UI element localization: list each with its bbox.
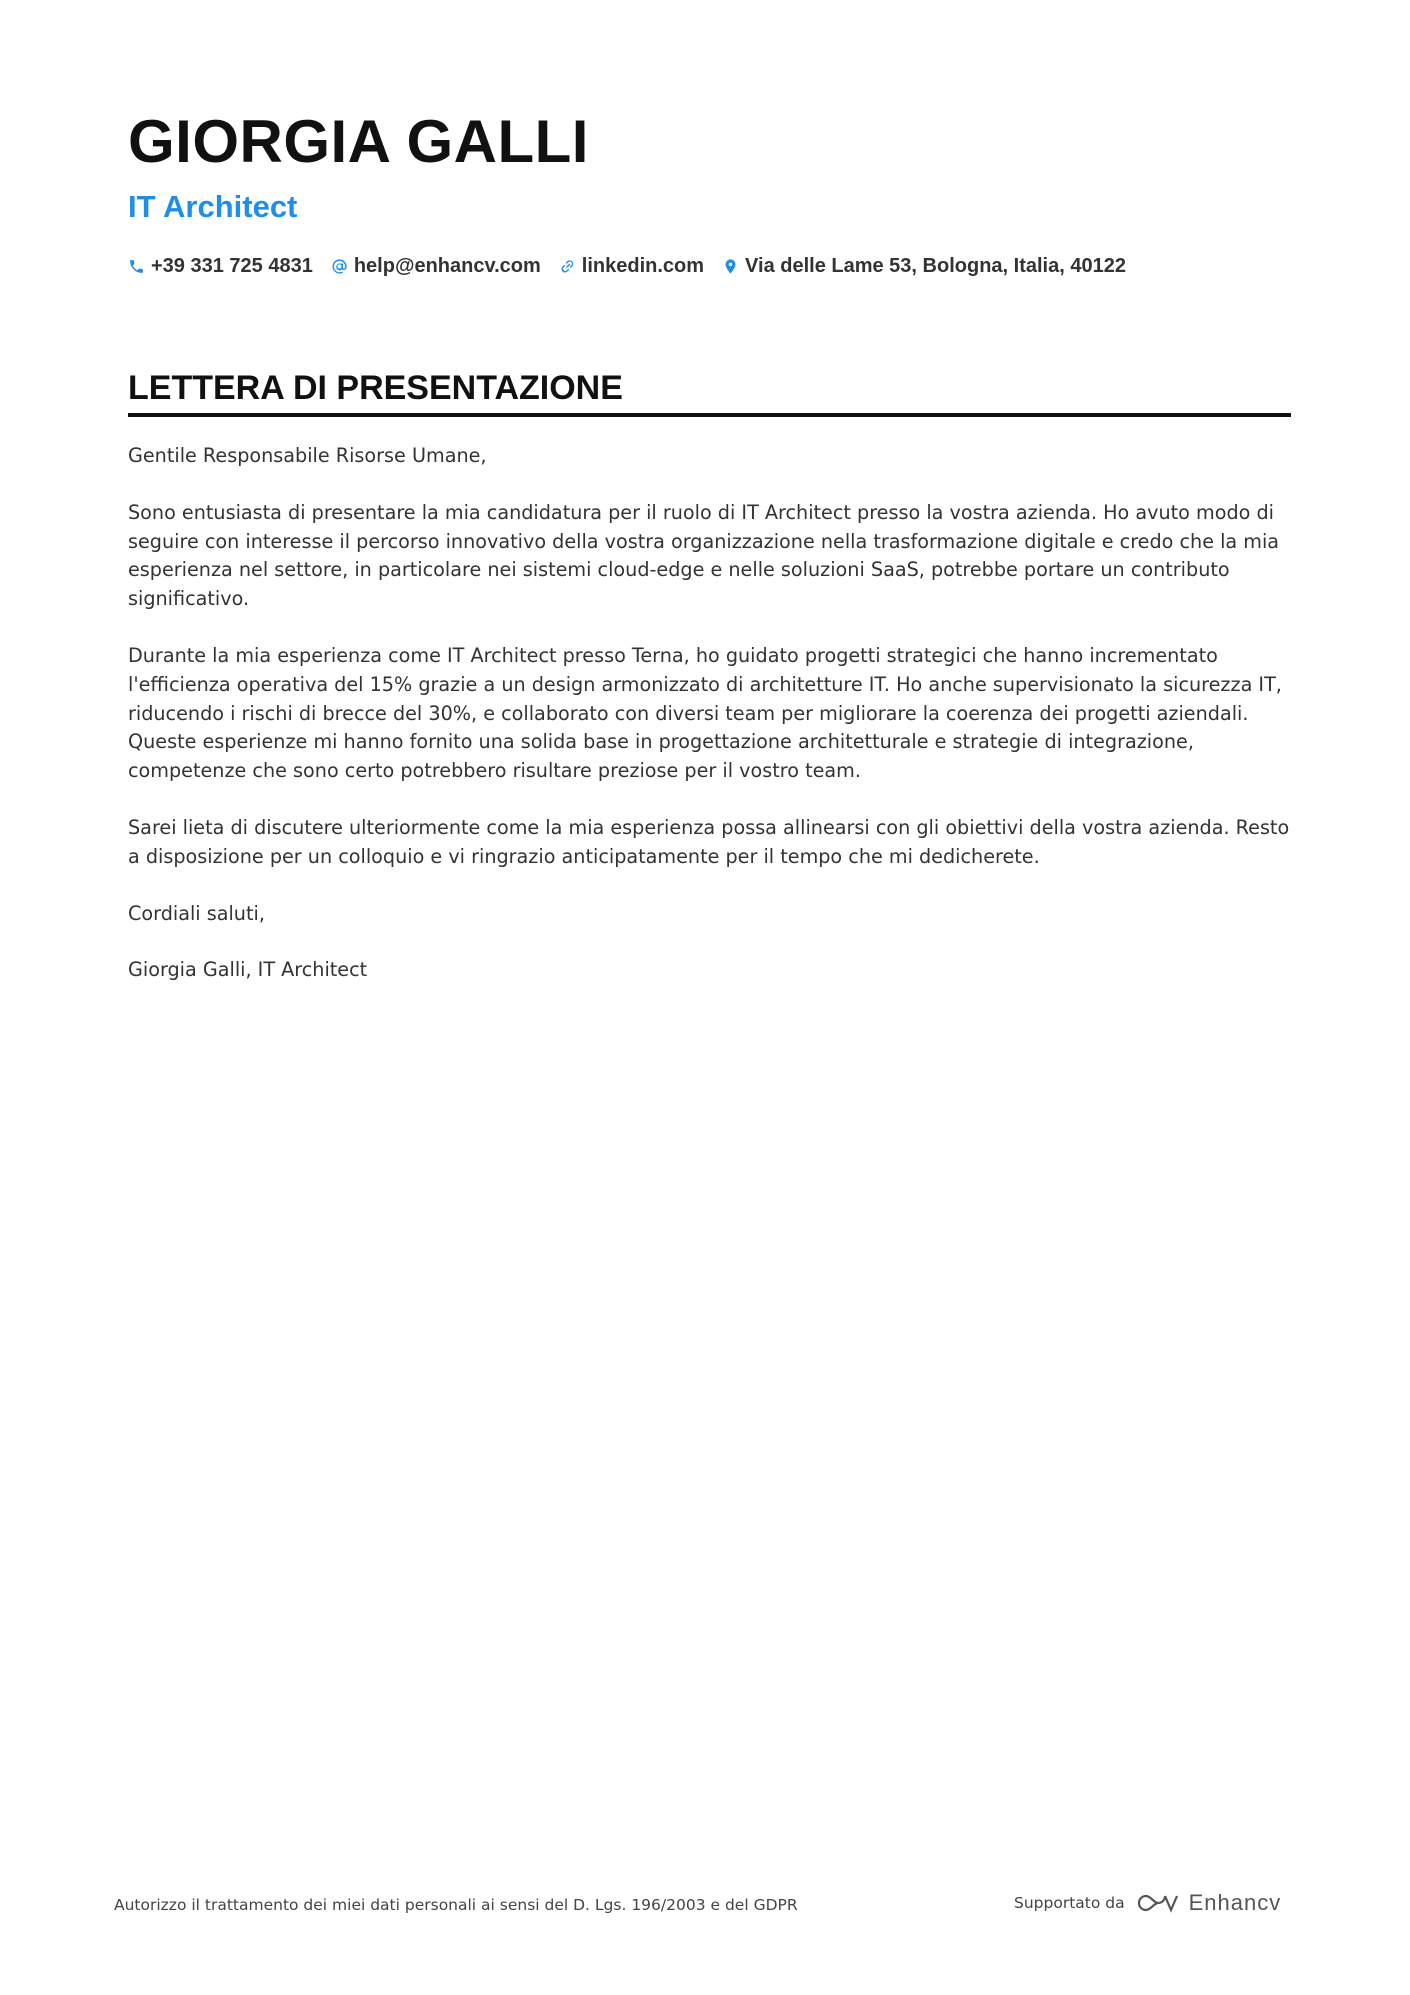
phone-text: +39 331 725 4831 [151,255,313,277]
consent-text: Autorizzo il trattamento dei miei dati personali ai sensi del D. Lgs. 196/2003 e del GDPR [114,1896,798,1914]
letter-closing: Cordiali saluti, [128,901,265,925]
letter-paragraph: Sono entusiasta di presentare la mia candidatura per il ruolo di IT Architect presso la vostra azienda. Ho avuto modo di seguire con interesse il percorso innovativo della vostra organizzazione nella trasformazione digitale e credo che la mia esperienza nel settore, in particolare nei sistemi cloud-edge e nelle soluzioni SaaS, potrebbe portare un contributo significativo. [128,500,1280,611]
letter-greeting: Gentile Responsabile Risorse Umane, [128,444,487,467]
letter-body [128,442,1291,1013]
link-icon [559,258,576,275]
location-pin-icon [722,258,739,275]
letter-signature: Giorgia Galli, IT Architect [128,958,368,982]
brand-logo[interactable] [1135,1890,1282,1916]
candidate-role: IT Architect [128,189,298,224]
contact-email[interactable] [331,255,541,278]
powered-by [1014,1890,1281,1916]
candidate-name: GIORGIA GALLI [128,108,589,175]
powered-by-label: Supportato da [1014,1894,1125,1912]
address-text: Via delle Lame 53, Bologna, Italia, 40122 [745,255,1126,277]
contact-phone[interactable] [128,255,313,278]
email-text: help@enhancv.com [353,255,541,277]
contact-bar [128,255,1126,278]
letter-paragraph: Sarei lieta di discutere ulteriormente come la mia esperienza possa allinearsi con gli obiettivi della vostra azienda. Resto a disposizione per un colloquio e vi ringrazio anticipatamente per il tempo che mi dedicherete. [128,815,1290,868]
linkedin-text: linkedin.com [581,255,705,277]
section-title: LETTERA DI PRESENTAZIONE [128,370,1291,417]
contact-address [722,255,1126,278]
enhancv-logo-icon [1135,1891,1181,1915]
phone-icon [128,258,145,275]
letter-paragraph: Durante la mia esperienza come IT Architect presso Terna, ho guidato progetti strategici che hanno incrementato l'efficienza operativa del 15% grazie a un design armonizzato di architetture IT. Ho anche supervisionato la sicurezza IT, riducendo i rischi di brecce del 30%, e collaborato con diversi team per migliorare la coerenza dei progetti aziendali. Queste esperienze mi hanno fornito una solida base in progettazione architetturale e strategie di integrazione, competenze che sono certo potrebbero risultare preziose per il vostro team. [128,643,1282,783]
brand-name: Enhancv [1188,1890,1282,1915]
at-icon [331,258,348,275]
contact-linkedin[interactable] [559,255,704,278]
